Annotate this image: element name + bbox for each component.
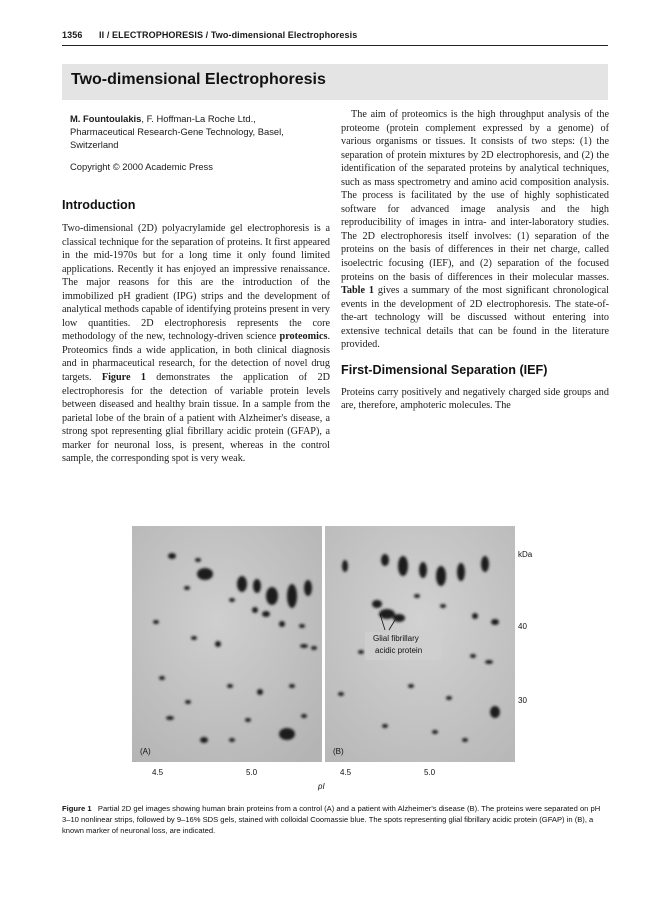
gel-spots-a bbox=[132, 526, 322, 762]
table-1-reference[interactable]: Table 1 bbox=[341, 285, 374, 297]
intro-p1-part-a: Two-dimensional (2D) polyacrylamide gel electrophoresis is a classical technique for the separation of proteins. It first appeared in the mid-1970s but for a long time it only found limited applications. Recently it has enjoyed an impressive renaissance. The major reasons for this are the introduction of the immobilized pH gradient (IPG) strips and the development of analytical methods capable of identifying proteins present in very low quantities. 2D electrophoresis represents the core methodology of the new, technology-driven science bbox=[62, 223, 330, 343]
figure-caption bbox=[62, 803, 608, 836]
intro-p1-part-b: . Proteomics finds a wide application, in both clinical diagnosis and in pharmaceutical research, for the detection of novel drug targets. bbox=[62, 331, 330, 384]
figure-1 bbox=[132, 526, 532, 791]
caption-text: Partial 2D gel images showing human brain proteins from a control (A) and a patient with Alzheimer's disease (B). The proteins were separated on pH 3–10 nonlinear strips, followed by 9–16% SDS gels, stained with colloidal Coomassie blue. The spots representing glial fibrillary acidic protein (GFAP) in (B), a known marker of neuronal loss, are indicated. bbox=[62, 804, 601, 835]
figure-1-reference[interactable]: Figure 1 bbox=[101, 372, 146, 384]
intro-p1-part-c: demonstrates the application of 2D electrophoresis for the detection of variable protein levels between diseased and healthy brain tissue. In a sample from the parietal lobe of the brain of a patient with Alzheimer's disease, a strong spot representing glial fibrillary acidic protein (GFAP), a marker for neuronal loss, is present, whereas in the control sample, the corresponding spot is very weak. bbox=[62, 372, 330, 465]
gfap-annotation-line-1: Glial fibrillary bbox=[373, 634, 419, 643]
pi-a-left-label: 4.5 bbox=[152, 768, 164, 777]
copyright: Copyright © 2000 Academic Press bbox=[70, 161, 213, 172]
mw-30-label: 30 bbox=[518, 696, 527, 705]
panel-b-label: (B) bbox=[333, 747, 344, 756]
pi-b-right-label: 5.0 bbox=[424, 768, 436, 777]
pi-a-right-label: 5.0 bbox=[246, 768, 258, 777]
running-header bbox=[62, 30, 608, 40]
author-affiliation-2: Pharmaceutical Research-Gene Technology, Basel, bbox=[70, 126, 284, 137]
intro-p2-part-a: The aim of proteomics is the high throughput analysis of the proteome (protein complement expressed by a genome) of various organisms or tissues. It consists of two steps: (1) the separation of protein mixtures by 2D electrophoresis, and (2) the identification of the separated proteins by analytical techniques, such as mass spectrometry and amino acid composition analysis. The process is facilitated by the use of highly sophisticated software for advanced image analysis and the high reproducibility of images in intra- and inter-laboratory studies. The 2D electrophoresis itself involves: (1) separation of the proteins on the basis of differences in their net charge, called isoelectric focusing (IEF), and (2) separation of the focused proteins on the basis of differences in their molecular masses. bbox=[341, 109, 609, 283]
header-rule bbox=[62, 45, 608, 46]
ief-paragraph-1: Proteins carry positively and negatively charged side groups and are, therefore, amphoteric molecules. The bbox=[341, 386, 609, 412]
author-name: M. Fountoulakis bbox=[70, 113, 142, 124]
title-band bbox=[62, 64, 608, 100]
kda-label: kDa bbox=[518, 550, 533, 559]
introduction-paragraph-1 bbox=[62, 222, 330, 466]
ief-heading: First-Dimensional Separation (IEF) bbox=[341, 362, 548, 377]
author-affiliation-3: Switzerland bbox=[70, 139, 119, 150]
right-column bbox=[341, 108, 609, 413]
page-number: 1356 bbox=[62, 30, 83, 40]
gel-image-a bbox=[132, 526, 322, 762]
introduction-heading: Introduction bbox=[62, 198, 136, 212]
panel-a-label: (A) bbox=[140, 747, 151, 756]
left-column bbox=[62, 108, 330, 466]
introduction-paragraph-2 bbox=[341, 108, 609, 352]
gfap-annotation-line-2: acidic protein bbox=[375, 646, 423, 655]
author-affiliation-1: , F. Hoffman-La Roche Ltd., bbox=[141, 113, 256, 124]
article-title: Two-dimensional Electrophoresis bbox=[71, 71, 326, 88]
pi-b-left-label: 4.5 bbox=[340, 768, 352, 777]
gel-image-b bbox=[325, 526, 515, 762]
author-block bbox=[70, 112, 330, 151]
running-title: II / ELECTROPHORESIS / Two-dimensional Electrophoresis bbox=[99, 30, 358, 40]
pi-axis-label: pI bbox=[318, 782, 325, 791]
proteomics-term: proteomics bbox=[279, 331, 328, 343]
gel-spots-b bbox=[325, 526, 515, 762]
intro-p2-part-b: gives a summary of the most significant chronological events in the development of 2D electrophoresis. The state-of-the-art technology will be discussed without entering into extensive technical details that can be found in the literature provided. bbox=[341, 285, 609, 351]
caption-label: Figure 1 bbox=[62, 804, 92, 813]
mw-40-label: 40 bbox=[518, 622, 527, 631]
